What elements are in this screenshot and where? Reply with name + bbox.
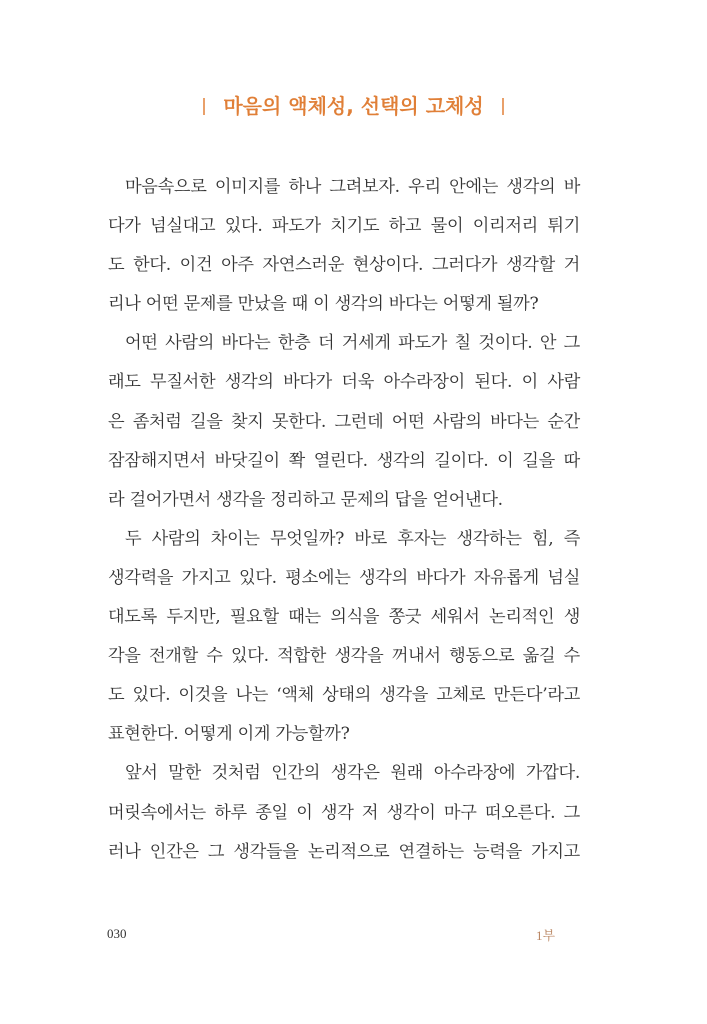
page-number: 030 bbox=[107, 926, 127, 941]
text-line: 표현한다. 어떻게 이게 가능할까? bbox=[108, 724, 350, 745]
section-title bbox=[0, 91, 707, 121]
section-title-text: 마음의 액체성, 선택의 고체성 bbox=[223, 94, 484, 118]
text-line: 도 있다. 이것을 나는 ‘액체 상태의 생각을 고체로 만든다’라고 bbox=[108, 685, 580, 706]
text-line: 러나 인간은 그 생각들을 논리적으로 연결하는 능력을 가지고 bbox=[108, 841, 580, 862]
part-label: 1부 bbox=[536, 928, 556, 943]
text-line: 두 사람의 차이는 무엇일까? 바로 후자는 생각하는 힘, 즉 bbox=[125, 528, 580, 549]
text-line: 라 걸어가면서 생각을 정리하고 문제의 답을 얻어낸다. bbox=[108, 489, 503, 510]
text-line: 앞서 말한 것처럼 인간의 생각은 원래 아수라장에 가깝다. bbox=[125, 763, 580, 784]
text-line: 도 한다. 이건 아주 자연스러운 현상이다. 그러다가 생각할 거 bbox=[108, 255, 580, 276]
text-line: 리나 어떤 문제를 만났을 때 이 생각의 바다는 어떻게 될까? bbox=[108, 294, 539, 315]
title-left-bar bbox=[203, 98, 205, 115]
body-text bbox=[108, 168, 580, 872]
text-line: 래도 무질서한 생각의 바다가 더욱 아수라장이 된다. 이 사람 bbox=[108, 372, 580, 393]
text-line: 어떤 사람의 바다는 한층 더 거세게 파도가 칠 것이다. 안 그 bbox=[125, 333, 580, 354]
text-line: 은 좀처럼 길을 찾지 못한다. 그런데 어떤 사람의 바다는 순간 bbox=[108, 411, 580, 432]
text-line: 대도록 두지만, 필요할 때는 의식을 쫑긋 세워서 논리적인 생 bbox=[108, 607, 580, 628]
text-line: 머릿속에서는 하루 종일 이 생각 저 생각이 마구 떠오른다. 그 bbox=[108, 802, 580, 823]
text-line: 다가 넘실대고 있다. 파도가 치기도 하고 물이 이리저리 튀기 bbox=[108, 216, 580, 237]
text-line: 각을 전개할 수 있다. 적합한 생각을 꺼내서 행동으로 옮길 수 bbox=[108, 646, 580, 667]
text-line: 잠잠해지면서 바닷길이 쫙 열린다. 생각의 길이다. 이 길을 따 bbox=[108, 450, 580, 471]
text-line: 생각력을 가지고 있다. 평소에는 생각의 바다가 자유롭게 넘실 bbox=[108, 567, 580, 588]
title-right-bar bbox=[502, 98, 504, 115]
text-line: 마음속으로 이미지를 하나 그려보자. 우리 안에는 생각의 바 bbox=[125, 177, 580, 197]
